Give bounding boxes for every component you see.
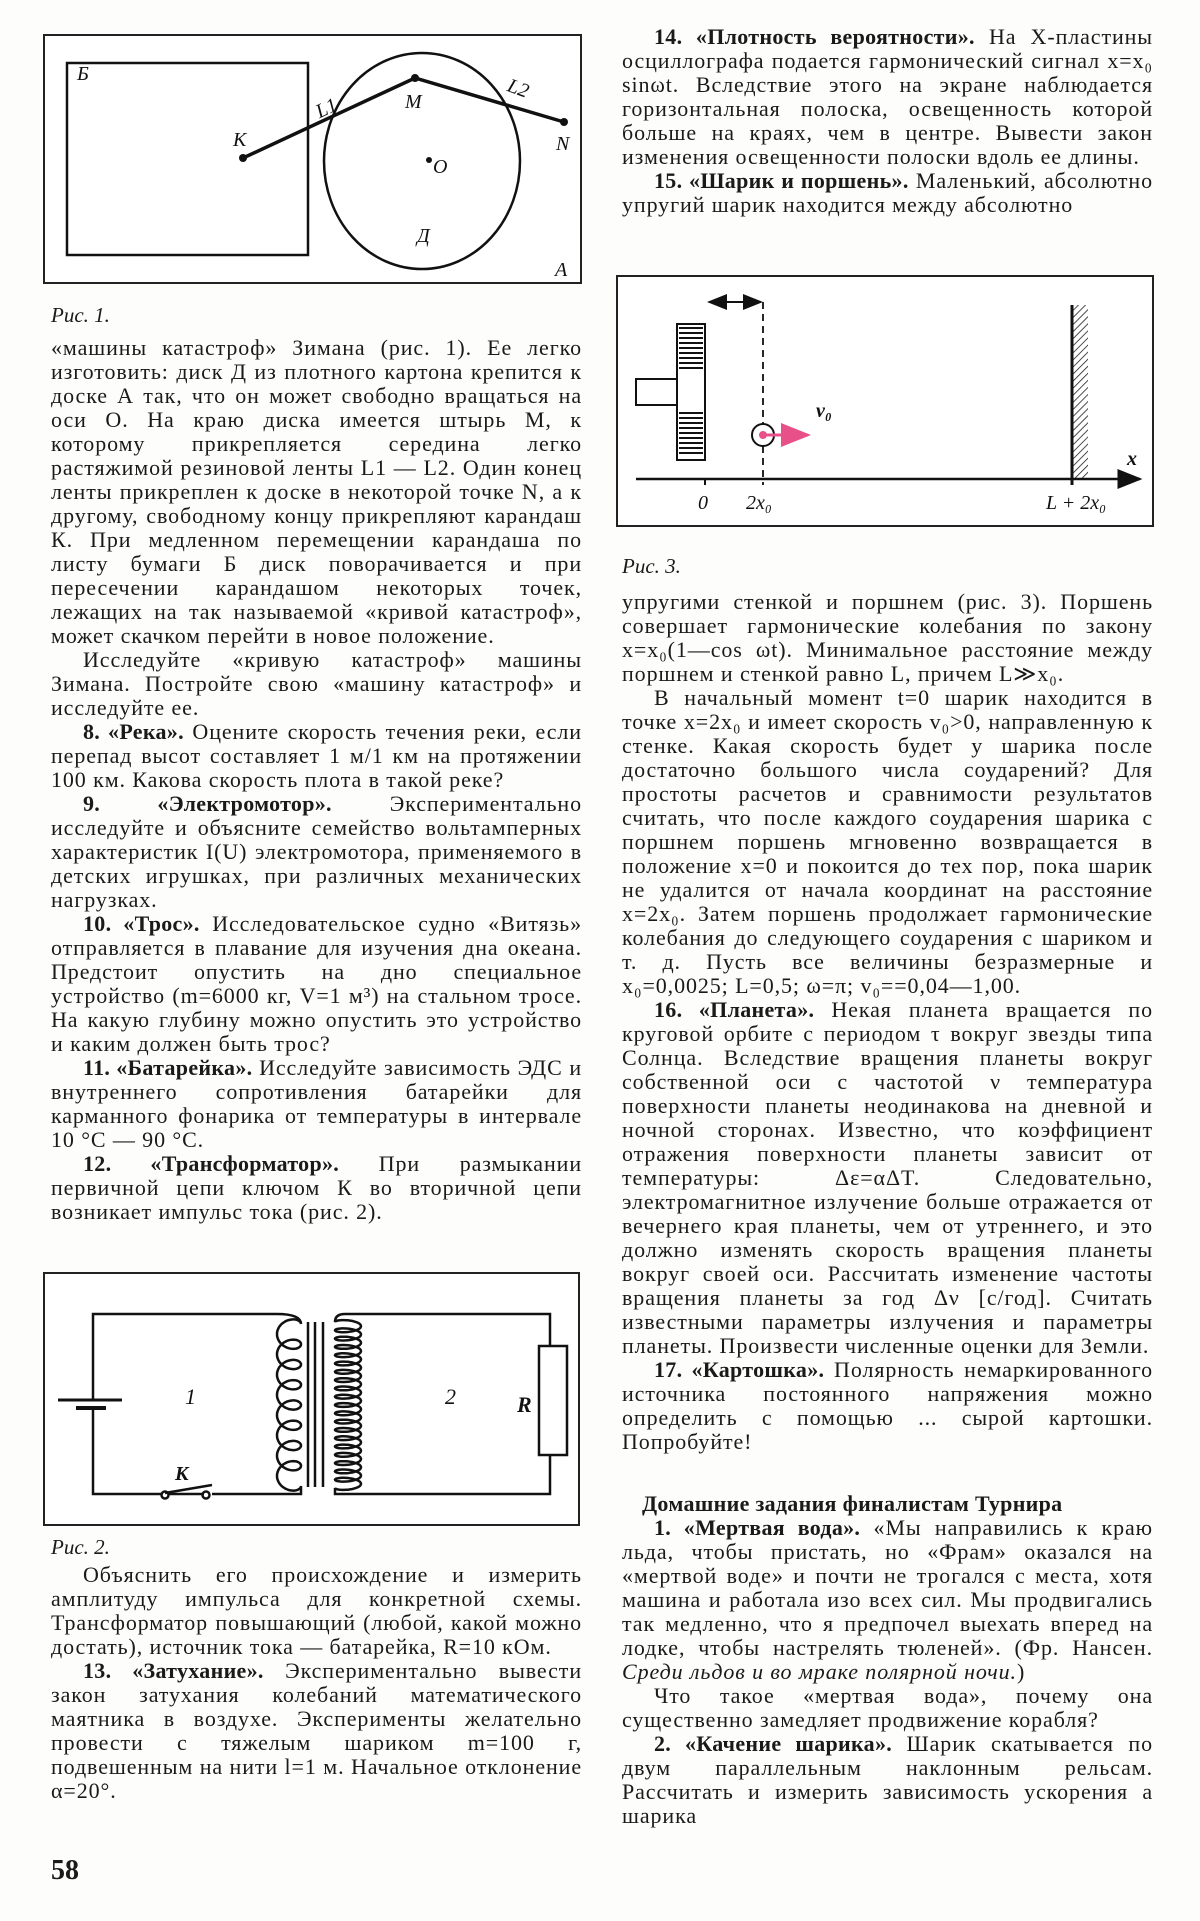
figure-1-zeeman-machine [43, 34, 582, 284]
label-axis: x [1127, 448, 1137, 470]
homework-paragraph [622, 1732, 1153, 1828]
left-column-top-text [51, 336, 582, 1224]
paragraph [51, 1152, 582, 1224]
homework-paragraph [622, 1684, 1153, 1732]
label-velocity: v₀ [816, 400, 832, 422]
item-text: Оцените скорость течения реки, если перепад высот составляет 1 м/1 км на протяжении 100 км. Какова скорость плота в такой реке? [51, 719, 582, 792]
label-point: N [556, 133, 570, 155]
label-primary: 1 [185, 1384, 196, 1409]
paragraph [51, 648, 582, 720]
figure-2-drawing [45, 1274, 582, 1528]
label-wall: L + 2x₀ [1046, 492, 1107, 514]
homework-section [622, 1492, 1153, 1828]
label-resistor: R [517, 1392, 532, 1417]
item-title: 11. «Батарейка». [83, 1055, 253, 1080]
piston-rod [636, 379, 677, 405]
pin-point [411, 74, 419, 82]
item-title: 10. «Трос». [83, 911, 200, 936]
paragraph [622, 686, 1153, 998]
item-title: 12. «Трансформатор». [83, 1151, 340, 1176]
page-number: 58 [51, 1855, 79, 1886]
item-text: Экспериментально исследуйте и объясните семейство вольтамперных характеристик I(U) электромотора, применяемого в детских игрушках, при различных механических нагрузках. [51, 791, 582, 912]
secondary-coil [335, 1314, 361, 1494]
switch-contact [162, 1492, 169, 1499]
item-text: Объяснить его происхождение и измерить амплитуду импульса для конкретной схемы. Трансформатор повышающий (любой, какой можно достать), источник тока — батарейка, R=10 кОм. [51, 1562, 582, 1659]
label-start: 2x₀ [746, 492, 772, 514]
label-band1: L1 [312, 93, 341, 123]
item-text: На X-пластины осциллографа подается гармонический сигнал x=x₀ sinωt. Вследствие этого на экране наблюдается горизонтальная полоска, освещенность которой больше на краях, чем в центре. Вывести закон изменения освещенности полоски вдоль ее длины. [622, 24, 1153, 169]
label-switch: К [175, 1463, 189, 1485]
anchor-point [560, 118, 568, 126]
item-text: «Мы направились к краю льда, чтобы пристать, но «Фрам» оказался на «мертвой воде» и почти не трогался с места, хотя машина и работала изо всех сил. Мы продвигались так медленно, что я предпочел выехать вперед на лодке, чтобы настрелять тюленей». (Фр. Нансен. [622, 1515, 1153, 1660]
item-title: 1. «Мертвая вода». [654, 1515, 861, 1540]
homework-paragraph [622, 1516, 1153, 1684]
paragraph [51, 912, 582, 1056]
label-pencil: К [233, 129, 247, 151]
right-column-middle-text [622, 590, 1153, 1454]
item-text: В начальный момент t=0 шарик находится в точке x=2x₀ и имеет скорость v₀>0, направленную к стенке. Какая скорость будет у шарика после достаточно большого числа соударений? Для простоты расчетов и сравнимости результатов считать, что после каждого соударения шарика с поршнем поршень мгновенно возвращается в положение x=0 и покоится до тех пор, пока шарик не удалится от начала координат на расстояние x=2x₀. Затем поршень продолжает гармонические колебания до следующего соударения с шариком и т. д. Пусть все величины безразмерные и x₀=0,0025; L=0,5; ω=π; v₀==0,04—1,00. [622, 685, 1153, 998]
item-text: При размыкании первичной цепи ключом К во вторичной цепи возникает импульс тока (рис. 2). [51, 1151, 582, 1224]
label-disk: Д [417, 225, 430, 247]
item-text: Исследовательское судно «Витязь» отправляется в плавание для изучения дна океана. Предстоит опустить на дно специальное устройство (m=6000 кг, V=1 м³) на стальном тросе. На какую глубину можно опустить это устройство и каким должен быть трос? [51, 911, 582, 1056]
figure-1-drawing [45, 36, 584, 286]
paragraph [622, 1358, 1153, 1454]
paragraph [622, 25, 1153, 169]
item-text: Шарик скатывается по двум параллельным наклонным рельсам. Рассчитать и измерить зависимость ускорения a шарика [622, 1731, 1153, 1828]
item-title: 2. «Качение шарика». [654, 1731, 893, 1756]
figure-3-drawing [618, 277, 1156, 529]
figure-2-transformer-circuit [43, 1272, 580, 1526]
item-title: 9. «Электромотор». [83, 791, 332, 816]
axis-point [426, 157, 432, 163]
item-text-tail: ) [1016, 1659, 1026, 1684]
label-pin: М [405, 91, 422, 113]
item-title: 13. «Затухание». [83, 1658, 264, 1683]
item-text: Некая планета вращается по круговой орбите с периодом τ вокруг звезды типа Солнца. Вследствие вращения планеты вокруг собственной оси с частотой ν температура поверхности планеты неодинакова на дневной и ночной сторонах. Известно, что коэффициент отражения поверхности планеты зависит от температуры: Δε=αΔT. Следовательно, электромагнитное излучение больше отражается от вечернего края планеты, чем от утреннего, и это должно изменять скорость вращения планеты вокруг своей оси. Рассчитать изменение частоты вращения планеты за год Δν [с/год]. Считать известными параметры излучения и параметры планеты. Произвести численные оценки для Земли. [622, 997, 1153, 1358]
label-origin: 0 [698, 492, 708, 514]
item-text: Исследуйте зависимость ЭДС и внутреннего сопротивления батарейки для карманного фонарика от температуры в интервале 10 °С — 90 °С. [51, 1055, 583, 1152]
item-text: упругими стенкой и поршнем (рис. 3). Поршень совершает гармонические колебания по закону x=x₀(1—cos ωt). Минимальное расстояние между поршнем и стенкой равно L, причем L≫x₀. [622, 589, 1153, 686]
item-title: 8. «Река». [83, 719, 184, 744]
paragraph [51, 792, 582, 912]
wall-hatching [1072, 305, 1088, 479]
left-column-bottom-text [51, 1563, 582, 1803]
section-heading: Домашние задания финалистам Турнира [642, 1491, 1063, 1516]
paragraph [51, 1563, 582, 1659]
paragraph [51, 1056, 582, 1152]
item-text: Полярность немаркированного источника постоянного напряжения можно определить с помощью ... сырой картошки. Попробуйте! [622, 1357, 1153, 1454]
figure-3-ball-and-piston [616, 275, 1154, 527]
paragraph [622, 998, 1153, 1358]
item-text: Экспериментально вывести закон затухания колебаний математического маятника в воздухе. Эксперименты желательно провести с тяжелым шариком m=100 г, подвешенным на нити l=1 м. Начальное отклонение α=20°. [51, 1658, 582, 1803]
item-text: Что такое «мертвая вода», почему она существенно замедляет продвижение корабля? [622, 1683, 1153, 1732]
label-axis: О [433, 156, 448, 178]
paragraph [51, 720, 582, 792]
item-text: Исследуйте «кривую катастроф» машины Зимана. Постройте свою «машину катастроф» и исследуйте ее. [51, 647, 582, 720]
pencil-point [239, 154, 247, 162]
right-column-top-text [622, 25, 1153, 217]
item-title: 16. «Планета». [654, 997, 815, 1022]
label-sheet: Б [77, 63, 89, 85]
item-text: Маленький, абсолютно упругий шарик находится между абсолютно [622, 168, 1153, 217]
label-board: А [555, 259, 568, 281]
item-title: 17. «Картошка». [654, 1357, 825, 1382]
item-title: 15. «Шарик и поршень». [654, 168, 909, 193]
switch-contact [203, 1492, 210, 1499]
primary-coil [277, 1314, 301, 1494]
book-title: Среди льдов и во мраке полярной ночи. [622, 1659, 1017, 1684]
item-title: 14. «Плотность вероятности». [654, 24, 975, 49]
figure-1-caption: Рис. 1. [51, 303, 110, 327]
piston [677, 324, 705, 460]
figure-2-caption: Рис. 2. [51, 1535, 110, 1559]
label-band2: L2 [504, 74, 532, 103]
paragraph [51, 1659, 582, 1803]
resistor [539, 1346, 567, 1455]
label-secondary: 2 [445, 1384, 456, 1409]
paper-sheet [67, 63, 308, 255]
item-text: «машины катастроф» Зимана (рис. 1). Ее легко изготовить: диск Д из плотного картона крепится к доске А так, что он может свободно вращаться на оси О. На краю диска имеется штырь М, к которому прикрепляется середина легко растяжимой резиновой ленты L1 — L2. Один конец ленты прикреплен к доске в некоторой точке N, а к другому, свободному концу прикрепляют карандаш К. При медленном перемещении карандаша по листу бумаги Б диск поворачивается и при пересечении карандашом некоторых точек, лежащих на так называемой «кривой катастроф», может скачком перейти в новое положение. [51, 335, 582, 648]
figure-3-caption: Рис. 3. [622, 554, 681, 578]
paragraph [51, 336, 582, 648]
paragraph [622, 169, 1153, 217]
paragraph [622, 590, 1153, 686]
